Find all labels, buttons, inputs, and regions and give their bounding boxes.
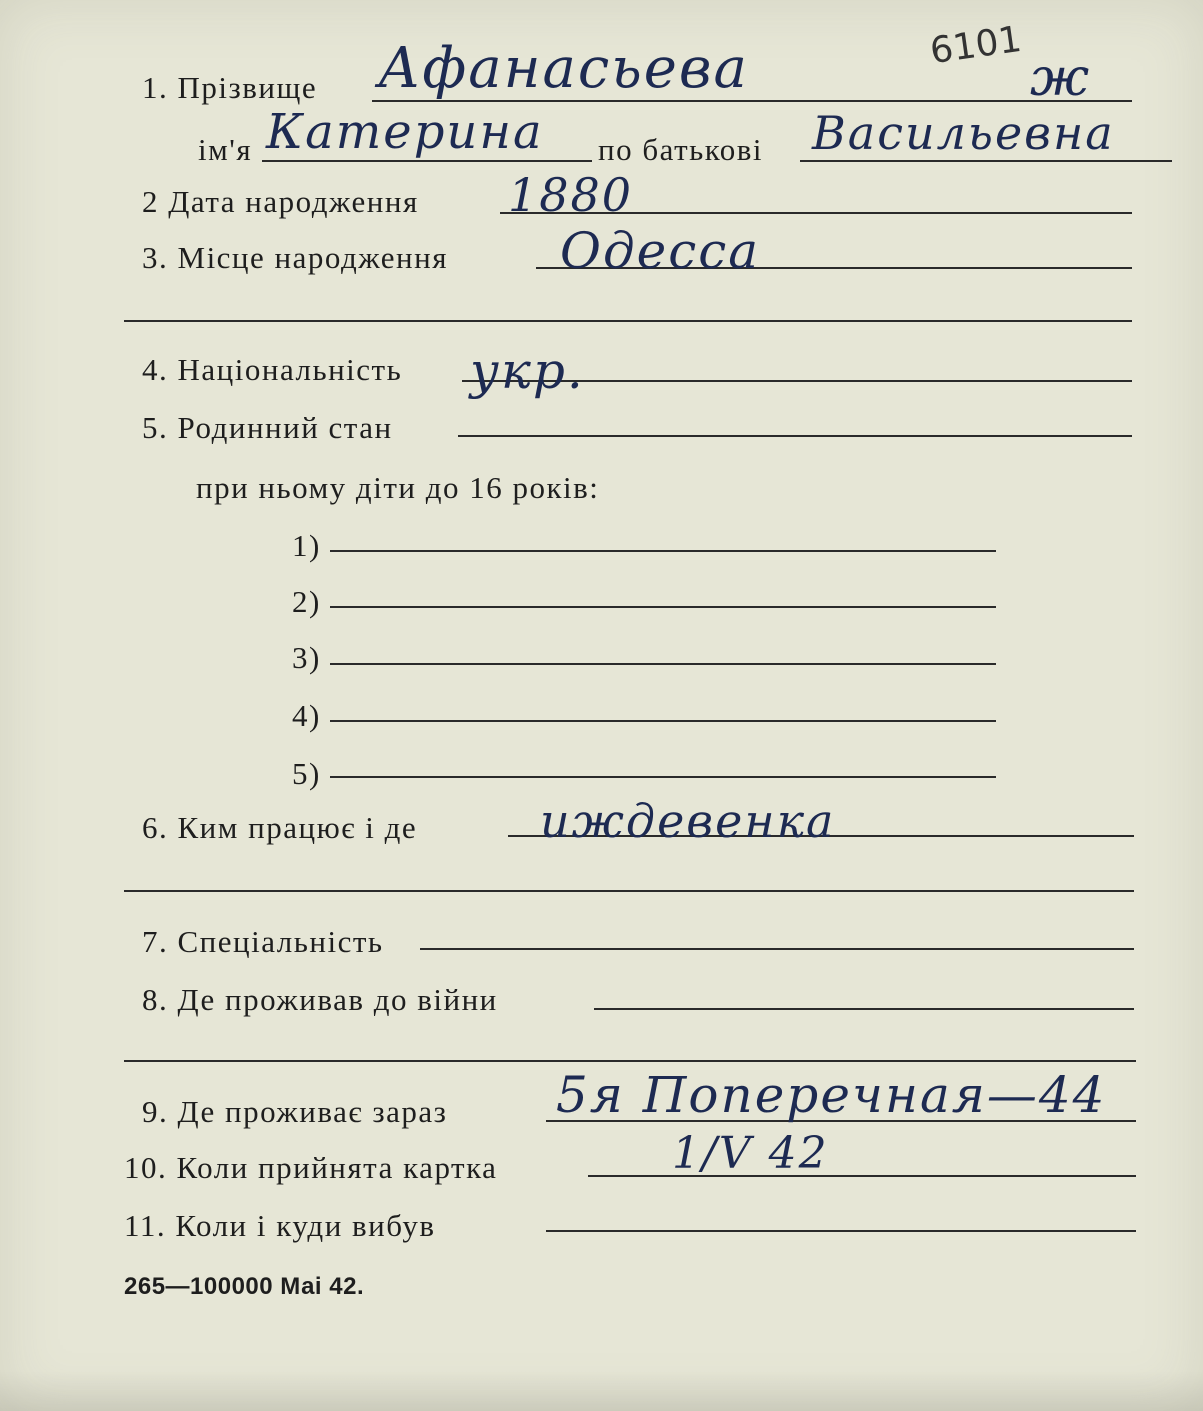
handwritten-current-address: 5я Поперечная—44 [556, 1066, 1107, 1124]
field-card-accepted-label: 10. Коли прийнята картка [124, 1150, 498, 1185]
child-4-label: 4) [292, 698, 321, 733]
handwritten-birth-date: 1880 [508, 168, 634, 222]
child-5-line [330, 776, 996, 778]
child-1-label: 1) [292, 528, 321, 563]
field-departure-line [546, 1230, 1136, 1232]
field-prewar-residence-line [594, 1008, 1134, 1010]
field-first-name-line [262, 160, 592, 162]
print-info: 265—100000 Маі 42. [124, 1273, 365, 1300]
field-birth-date-label: 2 Дата народження [142, 184, 419, 219]
field-birth-place-label: 3. Місце народження [142, 240, 448, 275]
handwritten-surname-suffix: ж [1030, 48, 1092, 108]
child-2-line [330, 606, 996, 608]
field-surname-label: 1. Прізвище [142, 70, 318, 105]
handwritten-nationality: укр. [470, 342, 585, 400]
field-patronymic-line [800, 160, 1172, 162]
field-occupation-line-2 [124, 890, 1134, 892]
child-4-line [330, 720, 996, 722]
handwritten-card-accepted: 1/V 42 [672, 1128, 829, 1179]
field-first-name-label: ім'я [198, 132, 253, 167]
field-prewar-residence-label: 8. Де проживав до війни [142, 982, 498, 1017]
child-5-label: 5) [292, 756, 321, 791]
field-prewar-residence-line-2 [124, 1060, 1136, 1062]
field-specialty-line [420, 948, 1134, 950]
handwritten-first-name: Катерина [266, 104, 544, 160]
child-3-label: 3) [292, 640, 321, 675]
field-card-accepted-line [588, 1175, 1136, 1177]
field-patronymic-label: по батькові [598, 132, 763, 167]
child-2-label: 2) [292, 584, 321, 619]
handwritten-patronymic: Васильевна [812, 106, 1115, 160]
child-1-line [330, 550, 996, 552]
field-departure-label: 11. Коли і куди вибув [124, 1208, 436, 1243]
handwritten-occupation: иждевенка [540, 794, 836, 848]
field-birth-place-line-2 [124, 320, 1132, 322]
field-nationality-label: 4. Національність [142, 352, 403, 387]
handwritten-birth-place: Одесса [560, 222, 761, 280]
children-label: при ньому діти до 16 років: [196, 470, 600, 505]
field-occupation-label: 6. Ким працює і де [142, 810, 418, 845]
handwritten-card-number: 6101 [927, 18, 1025, 73]
field-marital-status-line [458, 435, 1132, 437]
field-current-address-label: 9. Де проживає зараз [142, 1094, 448, 1129]
child-3-line [330, 663, 996, 665]
field-marital-status-label: 5. Родинний стан [142, 410, 393, 445]
field-specialty-label: 7. Спеціальність [142, 924, 384, 959]
handwritten-surname: Афанасьева [378, 36, 749, 101]
